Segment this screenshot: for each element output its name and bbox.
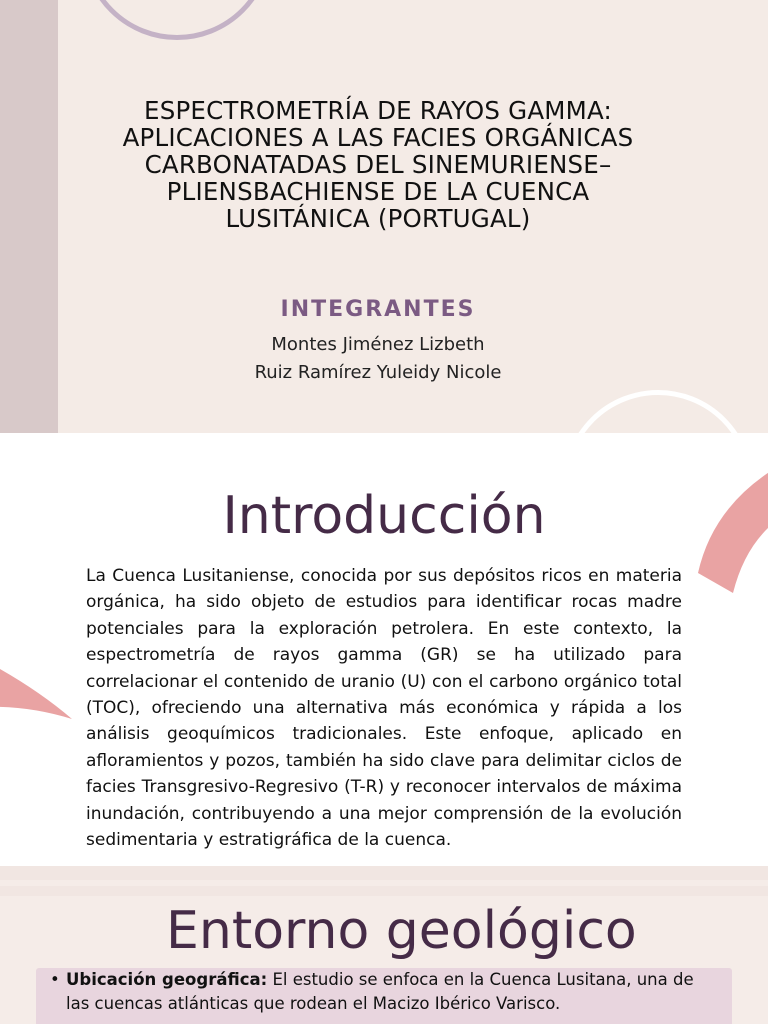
member-name: Montes Jiménez Lizbeth: [271, 334, 485, 355]
bullet-label: Ubicación geográfica:: [66, 970, 268, 989]
introduction-slide: [0, 433, 768, 866]
title-slide: [0, 0, 768, 433]
members-heading: INTEGRANTES: [280, 297, 476, 322]
circle-decoration-top: [82, 0, 272, 40]
section-title: Entorno geológico: [166, 901, 637, 961]
list-item: [48, 968, 718, 1016]
bullet-text: El estudio se enfoca en la Cuenca Lusitana, una de las cuencas atlánticas que rodean el Macizo Ibérico Varisco.: [66, 970, 694, 1013]
title-line: ESPECTROMETRÍA DE RAYOS GAMMA:: [144, 96, 612, 125]
bullet-list: [48, 968, 718, 1016]
title-line: PLIENSBACHIENSE DE LA CUENCA: [166, 177, 590, 206]
intro-paragraph: La Cuenca Lusitaniense, conocida por sus depósitos ricos en materia orgánica, ha sido objeto de estudios para identificar rocas madre potenciales para la exploración petrolera. En este contexto, la espectrometría de rayos gamma (GR) se ha utilizado para correlacionar el contenido de uranio (U) con el carbono orgánico total (TOC), ofreciendo una alternativa más económica y rápida a los análisis geoquímicos tradicionales. Este enfoque, aplicado en afloramientos y pozos, también ha sido clave para delimitar ciclos de facies Transgresivo-Regresivo (T-R) y reconocer intervalos de máxima inundación, contribuyendo a una mejor comprensión de la evolución sedimentaria y estratigráfica de la cuenca.: [86, 566, 682, 851]
slide-divider: [0, 866, 768, 880]
section-title: Introducción: [222, 486, 546, 546]
title-line: CARBONATADAS DEL SINEMURIENSE–: [144, 150, 612, 179]
presentation-title: [58, 97, 698, 232]
title-line: APLICACIONES A LAS FACIES ORGÁNICAS: [122, 123, 634, 152]
coral-wedge-decoration: [0, 653, 80, 733]
title-line: LUSITÁNICA (PORTUGAL): [225, 204, 531, 233]
side-bar-decoration: [0, 0, 58, 433]
circle-decoration-bottom: [563, 390, 753, 433]
slide-divider: [0, 886, 768, 896]
geology-slide: [0, 896, 768, 1024]
member-name: Ruiz Ramírez Yuleidy Nicole: [254, 362, 502, 383]
